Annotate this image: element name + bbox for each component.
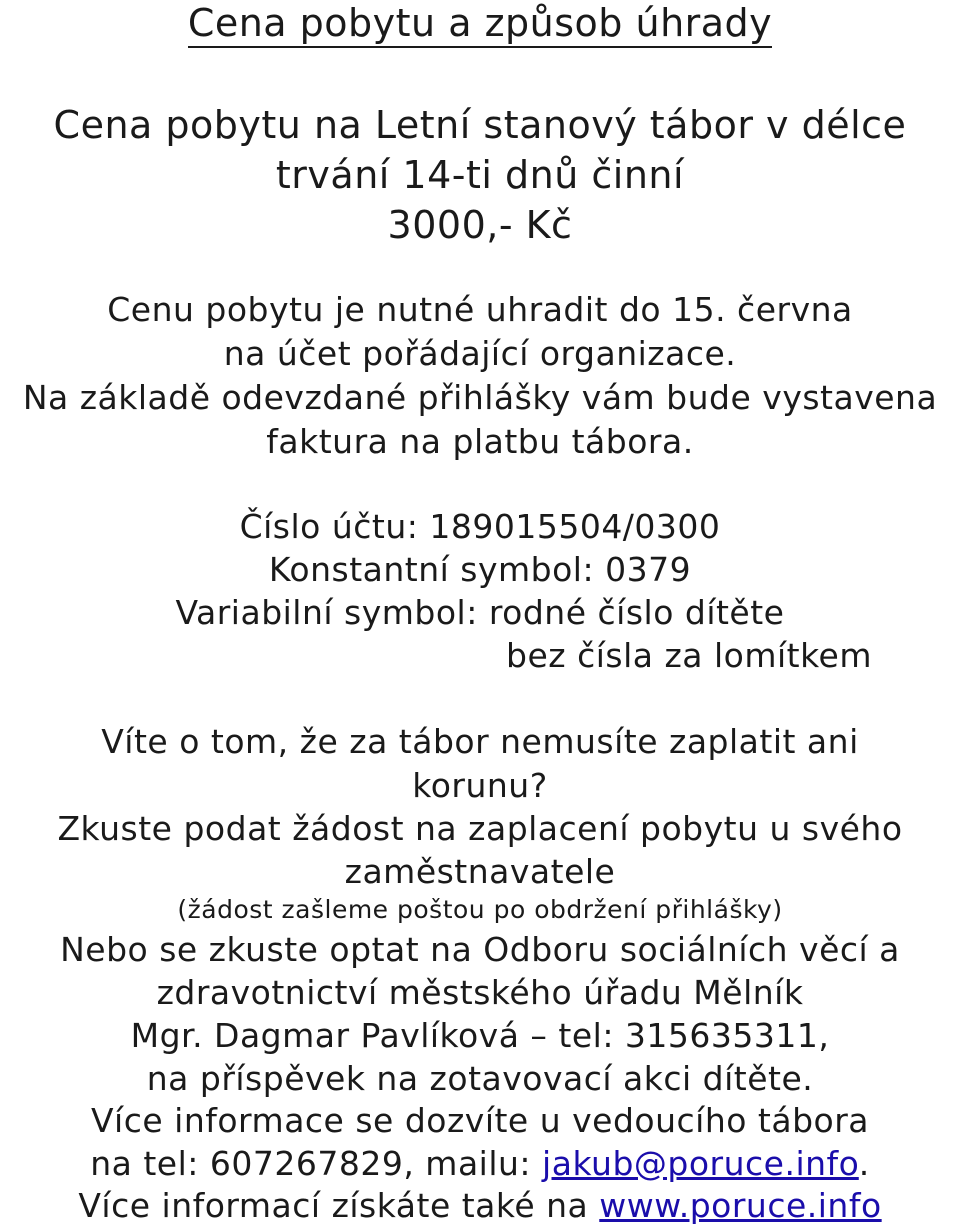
payment-line-3: Na základě odevzdané přihlášky vám bude vystavena xyxy=(22,378,938,417)
price-line-1: Cena pobytu na Letní stanový tábor v délce xyxy=(53,103,907,147)
website-prefix: Více informací získáte také na xyxy=(78,1186,600,1225)
price-amount: 3000,- Kč xyxy=(387,203,573,247)
info-question-1: Víte o tom, že za tábor nemusíte zaplatit ani xyxy=(101,722,859,761)
info-or-1: Nebo se zkuste optat na Odboru sociálních věcí a xyxy=(60,930,900,969)
constant-symbol: Konstantní symbol: 0379 xyxy=(268,550,692,589)
info-or-2: zdravotnictví městského úřadu Mělník xyxy=(156,973,804,1012)
contact-person: Mgr. Dagmar Pavlíková – tel: 315635311, xyxy=(130,1016,830,1055)
more-info-2 xyxy=(0,1142,960,1185)
more-info-1: Více informace se dozvíte u vedoucího tábora xyxy=(90,1101,870,1140)
page-title-text: Cena pobytu a způsob úhrady xyxy=(188,1,772,48)
email-link[interactable]: jakub@poruce.info xyxy=(542,1144,859,1183)
info-try-2: zaměstnavatele xyxy=(344,852,616,891)
contact-purpose: na příspěvek na zotavovací akci dítěte. xyxy=(146,1059,814,1098)
payment-line-1: Cenu pobytu je nutné uhradit do 15. června xyxy=(107,290,853,329)
price-line-2: trvání 14-ti dnů činní xyxy=(275,153,685,197)
payment-line-2: na účet pořádající organizace. xyxy=(223,334,737,373)
info-note: (žádost zašleme poštou po obdržení přihlášky) xyxy=(177,895,783,924)
payment-line-4: faktura na platbu tábora. xyxy=(266,422,694,461)
website-link[interactable]: www.poruce.info xyxy=(599,1186,882,1225)
more-info-2-prefix: na tel: 607267829, mailu: xyxy=(90,1144,543,1183)
info-try-1: Zkuste podat žádost na zaplacení pobytu u svého xyxy=(57,809,903,848)
more-info-2-suffix: . xyxy=(858,1144,870,1183)
page-title xyxy=(0,0,960,46)
variable-symbol-continuation: bez čísla za lomítkem xyxy=(506,636,872,675)
website-line xyxy=(0,1184,960,1227)
variable-symbol: Variabilní symbol: rodné číslo dítěte xyxy=(175,593,785,632)
info-question-2: korunu? xyxy=(412,766,548,805)
account-number: Číslo účtu: 189015504/0300 xyxy=(239,507,721,546)
